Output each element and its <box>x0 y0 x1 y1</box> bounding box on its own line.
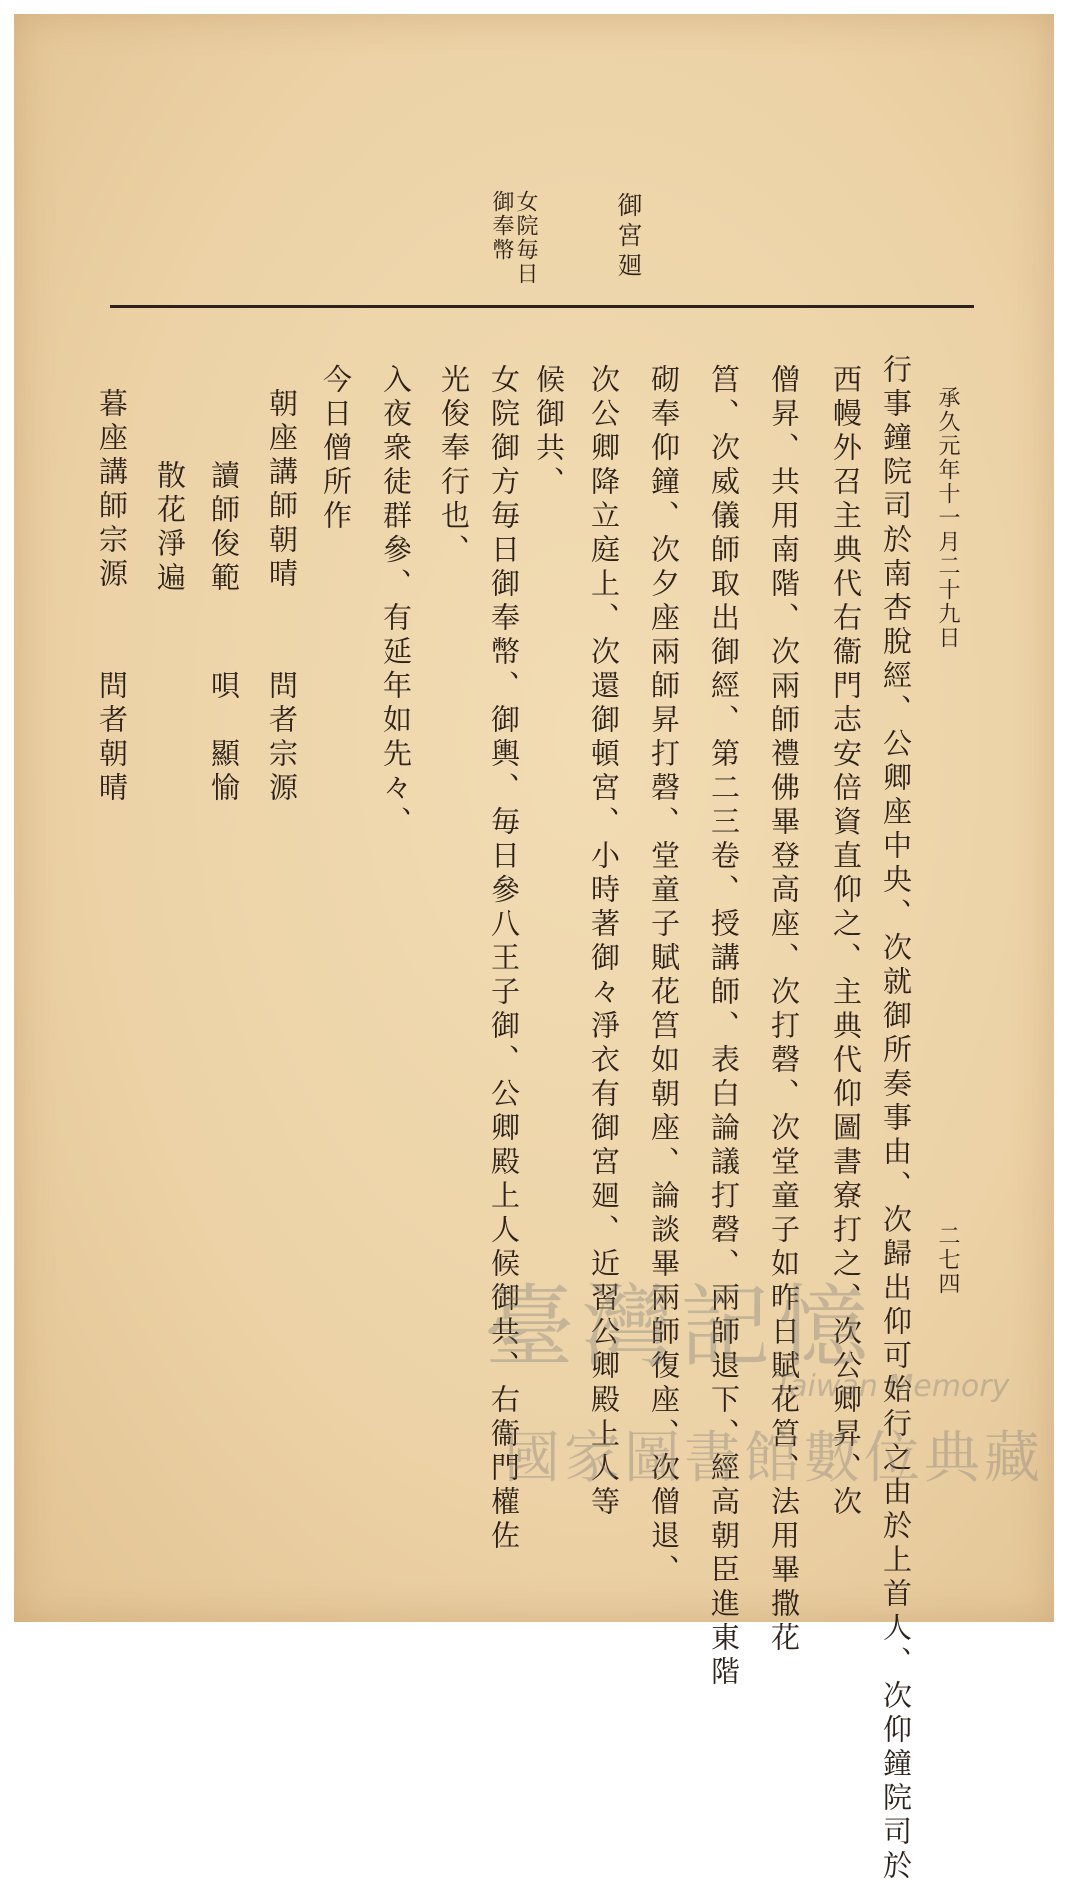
roster-role: 暮座講師宗源 <box>95 388 129 592</box>
page-number: 二七四 <box>935 1224 960 1296</box>
body-column: 次公卿降立庭上、次還御頓宮、小時著御々淨衣有御宮廻、近習公卿殿上人等 <box>587 364 621 1520</box>
header-rule <box>110 305 974 308</box>
body-column: 候御共、 <box>532 364 566 500</box>
running-head-left-line1: 女院毎日 <box>513 190 538 286</box>
roster-partner: 問者朝晴 <box>95 670 129 806</box>
body-column: 砌奉仰鐘、次夕座兩師昇打磬、堂童子賦花筥如朝座、論談畢兩師復座、次僧退、 <box>647 364 681 1588</box>
body-column: 入夜衆徒群參、有延年如先々、 <box>379 364 413 840</box>
roster-role: 讀師俊範 <box>207 460 241 596</box>
running-head-right: 御宮廻 <box>614 192 643 282</box>
body-column: 今日僧所作 <box>319 364 353 534</box>
watermark-english: Taiwan Memory <box>774 1369 1010 1404</box>
roster-partner: 唄 顯愉 <box>207 670 241 806</box>
watermark-logo-text: 臺灣記憶 <box>484 1275 876 1380</box>
body-column: 筥、次威儀師取出御經、第二三卷、授講師、表白論議打磬、兩師退下、經高朝臣進東階 <box>707 364 741 1690</box>
roster-role: 散花淨遍 <box>153 460 187 596</box>
watermark-library-name: 國家圖書館數位典藏 <box>504 1426 1044 1491</box>
body-column: 西幔外召主典代右衞門志安倍資直仰之、主典代仰圖書寮打之、次公卿昇、次 <box>829 364 863 1520</box>
body-column: 光俊奉行也、 <box>437 364 471 568</box>
body-column: 女院御方毎日御奉幣、御輿、毎日參八王子御、公卿殿上人候御共、右衞門權佐 <box>487 364 521 1554</box>
book-page <box>14 14 1054 1884</box>
running-head-left-line2: 御奉幣 <box>489 190 514 262</box>
roster-partner: 問者宗源 <box>265 670 299 806</box>
body-column: 僧昇、共用南階、次兩師禮佛畢登高座、次打磬、次堂童子如昨日賦花筥、法用畢撒花 <box>767 364 801 1656</box>
date-line: 承久元年十一月二十九日 <box>935 386 960 650</box>
roster-role: 朝座講師朝晴 <box>265 388 299 592</box>
body-column: 行事鐘院司於南杏脫經、公卿座中央、次就御所奏事由、次歸出仰可始行之由於上首人、次仰鐘院司於 <box>879 354 913 1884</box>
